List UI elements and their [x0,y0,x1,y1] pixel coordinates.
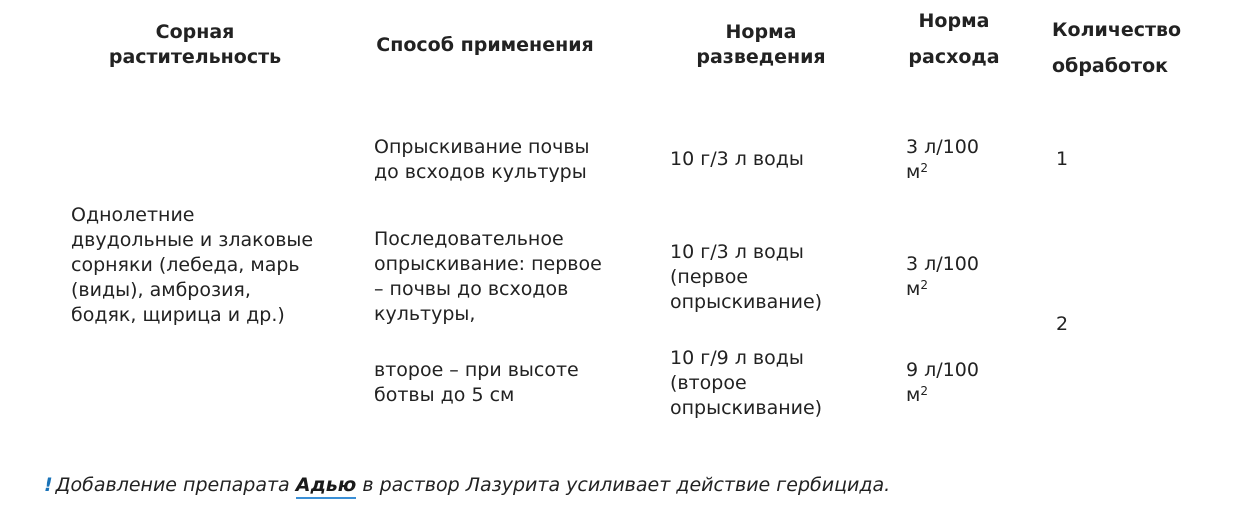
adyu-link[interactable]: Адью [296,474,357,499]
note-text-before: Добавление препарата [55,474,290,496]
note [44,472,890,498]
weeds-cell: Однолетние двудольные и злаковые сорняки (лебеда, марь (виды), амброзия, бодяк, щирица и др.) [71,204,314,326]
header-rate: Норма расхода [908,10,1000,68]
header-method: Способ применения [376,34,594,56]
row1-dilution: 10 г/3 л воды [670,148,804,170]
row2-count: 2 [1056,313,1069,335]
row3-method: второе – при высоте ботвы до 5 см [374,359,579,406]
header-weeds: Сорная растительность [108,21,282,68]
note-text-after: в раствор Лазурита усиливает действие гербицида. [362,474,891,496]
row3-rate: 9 л/100 $м^2$ [906,359,979,406]
row2-dilution: 10 г/3 л воды (первое опрыскивание) [670,241,823,313]
row2-rate: 3 л/100 $м^2$ [906,253,979,300]
header-count: Количество обработок [1052,19,1182,77]
row1-method: Опрыскивание почвы до всходов культуры [374,136,590,183]
row3-dilution: 10 г/9 л воды (второе опрыскивание) [670,347,823,419]
row1-rate: 3 л/100 $м^2$ [906,136,979,183]
row1-count: 1 [1056,148,1069,170]
row2-method: Последовательное опрыскивание: первое – почвы до всходов культуры, [374,228,602,325]
exclamation-icon: ! [44,474,53,496]
header-dilution: Норма разведения [696,21,826,68]
